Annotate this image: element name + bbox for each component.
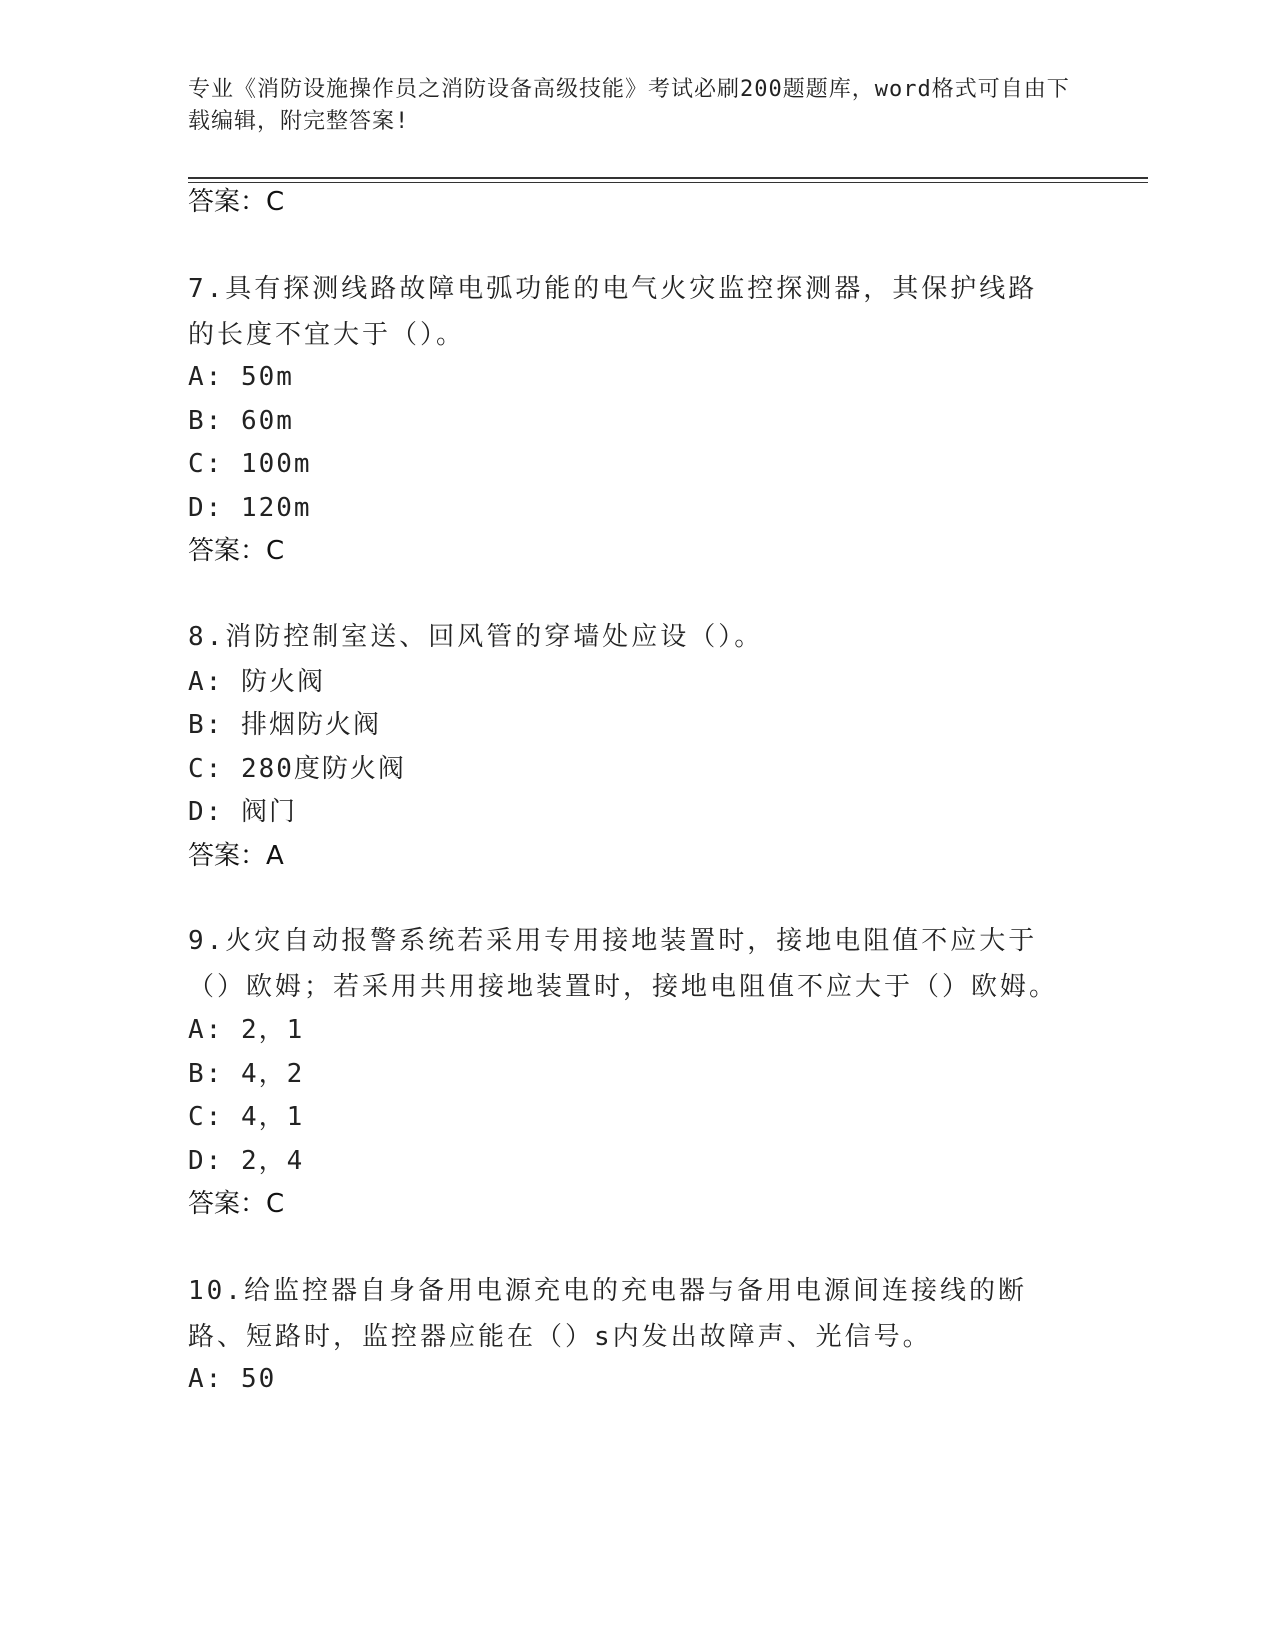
- option-d: D: 阀门: [188, 797, 297, 827]
- option-c: C: 280度防火阀: [188, 754, 406, 784]
- option-a: A: 50: [188, 1364, 277, 1394]
- option-d: D: 120m: [188, 493, 312, 523]
- header-divider-thick: [188, 177, 1148, 179]
- option-d: D: 2，4: [188, 1146, 305, 1176]
- question-9: 9.火灾自动报警系统若采用专用接地装置时，接地电阻值不应大于（）欧姆；若采用共用接地装置时，接地电阻值不应大于（）欧姆。: [188, 926, 1059, 1002]
- answer-line: 答案：C: [188, 187, 285, 217]
- answer-line: 答案：C: [188, 536, 285, 566]
- option-c: C: 4，1: [188, 1102, 305, 1132]
- option-b: B: 4，2: [188, 1059, 305, 1089]
- question-10: 10.给监控器自身备用电源充电的充电器与备用电源间连接线的断路、短路时，监控器应能在（）s内发出故障声、光信号。: [188, 1276, 1027, 1352]
- option-c: C: 100m: [188, 449, 312, 479]
- question-8: 8.消防控制室送、回风管的穿墙处应设（）。: [188, 622, 764, 652]
- option-a: A: 防火阀: [188, 667, 325, 697]
- document-header: 专业《消防设施操作员之消防设备高级技能》考试必刷200题题库，word格式可自由下载编辑，附完整答案!: [188, 77, 1070, 134]
- option-b: B: 排烟防火阀: [188, 710, 381, 740]
- option-b: B: 60m: [188, 406, 294, 436]
- question-7: 7.具有探测线路故障电弧功能的电气火灾监控探测器，其保护线路的长度不宜大于（）。: [188, 274, 1038, 350]
- header-divider-thin: [188, 182, 1148, 183]
- answer-line: 答案：C: [188, 1189, 285, 1219]
- option-a: A: 50m: [188, 362, 294, 392]
- answer-line: 答案：A: [188, 841, 284, 871]
- option-a: A: 2，1: [188, 1015, 305, 1045]
